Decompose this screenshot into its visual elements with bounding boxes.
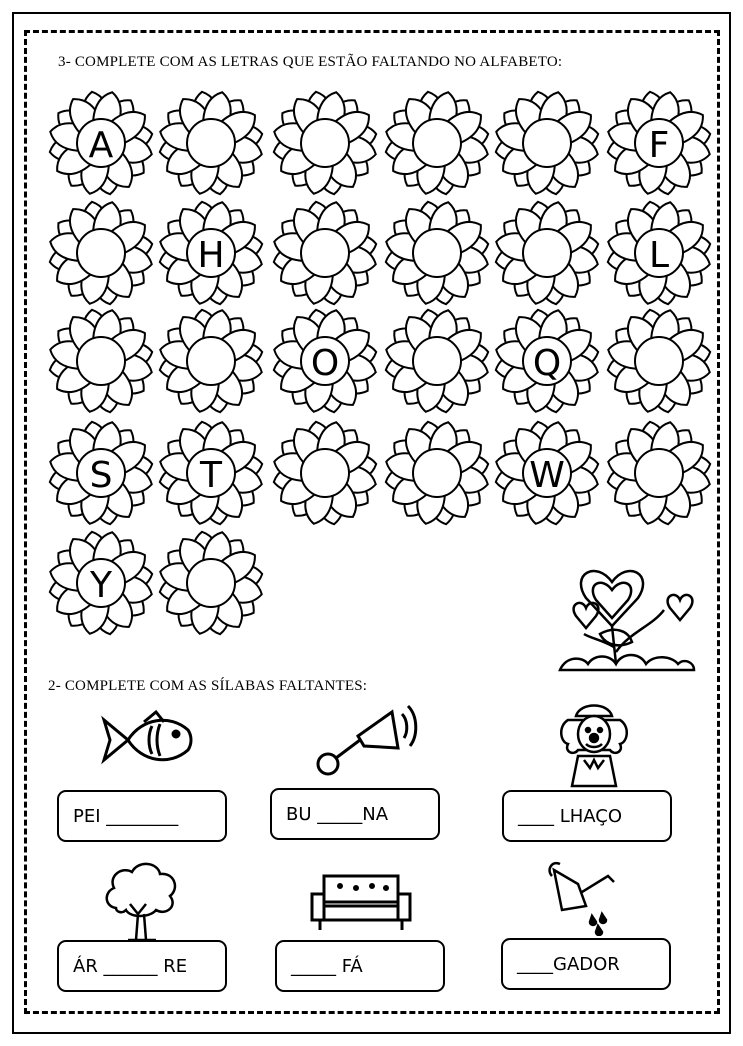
flower-letter-slot[interactable] xyxy=(604,306,714,416)
flower-letter: A xyxy=(88,124,114,166)
word-box-regador[interactable]: ____GADOR xyxy=(501,938,671,990)
flower-letter-slot[interactable] xyxy=(492,88,602,198)
heart-flowers-icon xyxy=(556,552,696,679)
flower-letter xyxy=(604,306,714,416)
flower-letter: H xyxy=(197,234,225,276)
watering-can-icon xyxy=(542,856,622,941)
flower-letter: S xyxy=(89,454,113,496)
flower-letter-slot[interactable] xyxy=(46,528,156,638)
flower-letter xyxy=(382,306,492,416)
flower-letter xyxy=(46,198,156,308)
flower-letter-slot[interactable] xyxy=(156,88,266,198)
flower-letter: O xyxy=(310,342,340,384)
flower-letter xyxy=(156,306,266,416)
flower-letter-slot[interactable] xyxy=(46,306,156,416)
flower-letter-slot[interactable] xyxy=(382,88,492,198)
alphabet-heading: 3- COMPLETE COM AS LETRAS QUE ESTÃO FALTANDO NO ALFABETO: xyxy=(58,54,563,70)
flower-letter xyxy=(382,88,492,198)
flower-letter: L xyxy=(648,234,670,276)
flower-letter xyxy=(270,418,380,528)
flower-letter: Y xyxy=(90,564,112,606)
flower-letter-slot[interactable] xyxy=(46,88,156,198)
flower-letter xyxy=(382,418,492,528)
horn-icon xyxy=(312,702,422,787)
flower-letter-slot[interactable] xyxy=(382,418,492,528)
flower-letter-slot[interactable] xyxy=(604,418,714,528)
tree-icon xyxy=(100,858,184,947)
flower-letter xyxy=(270,88,380,198)
flower-letter xyxy=(156,88,266,198)
fish-icon xyxy=(98,708,198,777)
word-box-palhaco[interactable]: ____ LHAÇO xyxy=(502,790,672,842)
flower-letter-slot[interactable] xyxy=(492,198,602,308)
word-box-sofa[interactable]: _____ FÁ xyxy=(275,940,445,992)
flower-letter-slot[interactable] xyxy=(382,306,492,416)
flower-letter-slot[interactable] xyxy=(270,418,380,528)
flower-letter: F xyxy=(648,124,670,166)
flower-letter xyxy=(382,198,492,308)
flower-letter-slot[interactable] xyxy=(382,198,492,308)
word-box-pei[interactable]: PEI ________ xyxy=(57,790,227,842)
flower-letter-slot[interactable] xyxy=(156,528,266,638)
word-box-buzina[interactable]: BU _____NA xyxy=(270,788,440,840)
flower-letter-slot[interactable] xyxy=(270,88,380,198)
flower-letter xyxy=(492,198,602,308)
flower-letter-slot[interactable] xyxy=(46,198,156,308)
flower-letter-slot[interactable] xyxy=(492,418,602,528)
flower-letter-slot[interactable] xyxy=(604,88,714,198)
flower-letter xyxy=(156,528,266,638)
flower-letter xyxy=(492,88,602,198)
flower-letter: W xyxy=(529,454,565,496)
flower-letter-slot[interactable] xyxy=(604,198,714,308)
flower-letter-slot[interactable] xyxy=(270,198,380,308)
flower-letter xyxy=(270,198,380,308)
flower-letter: Q xyxy=(532,342,562,384)
flower-letter-slot[interactable] xyxy=(492,306,602,416)
flower-letter-slot[interactable] xyxy=(156,306,266,416)
flower-letter xyxy=(46,306,156,416)
flower-letter: T xyxy=(200,454,222,496)
word-box-arvore[interactable]: ÁR ______ RE xyxy=(57,940,227,992)
sofa-icon xyxy=(306,866,416,941)
clown-icon xyxy=(554,698,634,793)
flower-letter-slot[interactable] xyxy=(270,306,380,416)
flower-letter-slot[interactable] xyxy=(156,418,266,528)
syllables-heading: 2- COMPLETE COM AS SÍLABAS FALTANTES: xyxy=(48,678,368,694)
flower-letter xyxy=(604,418,714,528)
flower-letter-slot[interactable] xyxy=(46,418,156,528)
flower-letter-slot[interactable] xyxy=(156,198,266,308)
